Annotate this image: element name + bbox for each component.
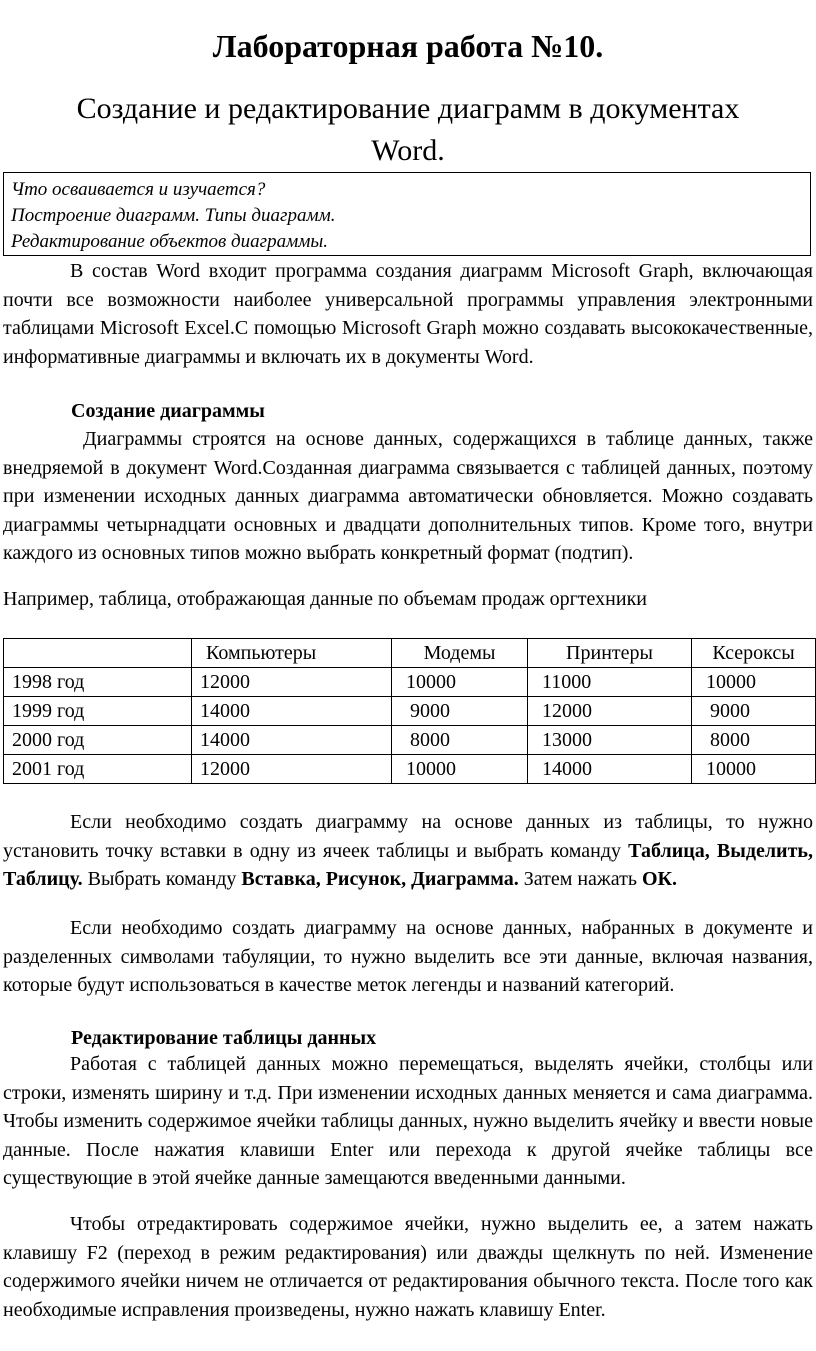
goals-item-1: Построение диаграмм. Типы диаграмм.	[11, 205, 336, 226]
table-header-row	[4, 639, 816, 668]
subtitle-line-2: Word.	[371, 134, 445, 167]
table-header-cell: Принтеры	[528, 639, 692, 668]
table-row	[4, 755, 816, 784]
table-header-cell: Ксероксы	[692, 639, 816, 668]
table-cell: 9000	[392, 697, 528, 726]
create-paragraph: Диаграммы строятся на основе данных, содержащихся в таблице данных, также внедряемой в документ Word.Созданная диаграмма связывается с таблицей данных, поэтому при изменении исходных данных диаграмма автоматически обновляется. Можно создавать диаграммы четырнадцати основных и двадцати дополнительных типов. Кроме того, внутри каждого из основных типов можно выбрать конкретный формат (подтип).	[3, 428, 813, 564]
table-cell: 14000	[192, 726, 392, 755]
table-cell: 11000	[528, 668, 692, 697]
cmd-table-select: Таблица, Выделить, Таблицу.	[3, 839, 813, 890]
cmd-text-1: Если необходимо создать диаграмму на основе данных из таблицы, то нужно установить точку вставки в одну из ячеек таблицы и выбрать команду	[3, 811, 813, 862]
table-cell: 1998 год	[4, 668, 192, 697]
table-cell: 2001 год	[4, 755, 192, 784]
table-cell: 13000	[528, 726, 692, 755]
table-row	[4, 726, 816, 755]
table-cell: 9000	[692, 697, 816, 726]
table-cell: 10000	[392, 755, 528, 784]
cmd-text-3: Затем нажать	[518, 868, 642, 890]
example-line: Например, таблица, отображающая данные по объемам продаж оргтехники	[3, 588, 647, 610]
table-cell: 12000	[528, 697, 692, 726]
table-header-cell: Модемы	[392, 639, 528, 668]
heading-create-chart: Создание диаграммы	[71, 400, 265, 422]
table-cell: 12000	[192, 755, 392, 784]
table-header-cell	[4, 639, 192, 668]
goals-box	[3, 172, 811, 256]
table-row	[4, 668, 816, 697]
subtitle-line-1: Создание и редактирование диаграмм в документах	[76, 92, 740, 125]
goals-item-2: Редактирование объектов диаграммы.	[11, 231, 328, 252]
table-cell: 14000	[528, 755, 692, 784]
lab-title: Лабораторная работа №10.	[212, 28, 604, 64]
table-cell: 8000	[692, 726, 816, 755]
table-cell: 1999 год	[4, 697, 192, 726]
heading-edit-table: Редактирование таблицы данных	[71, 1027, 377, 1049]
cmd-ok: ОК.	[641, 868, 678, 890]
table-cell: 10000	[392, 668, 528, 697]
sales-table	[3, 638, 816, 784]
lab-subtitle	[0, 88, 816, 172]
tab-data-paragraph: Если необходимо создать диаграмму на основе данных, набранных в документе и разделенных символами табуляции, то нужно выделить все эти данные, включая названия, которые будут использоваться в качестве меток легенды и названий категорий.	[3, 917, 813, 996]
table-cell: 2000 год	[4, 726, 192, 755]
intro-paragraph: В состав Word входит программа создания диаграмм Microsoft Graph, включающая почти все возможности наиболее универсальной программы управления электронными таблицами Microsoft Excel.С помощью Microsoft Graph можно создавать высококачественные, информативные диаграммы и включать их в документы Word.	[3, 260, 813, 368]
cmd-insert-chart: Вставка, Рисунок, Диаграмма.	[241, 868, 519, 890]
goals-question: Что осваивается и изучается?	[11, 179, 266, 200]
edit-paragraph: Работая с таблицей данных можно перемещаться, выделять ячейки, столбцы или строки, изменять ширину и т.д. При изменении исходных данных меняется и сама диаграмма. Чтобы изменить содержимое ячейки таблицы данных, нужно выделить ячейку и ввести новые данные. После нажатия клавиши Enter или перехода к другой ячейке таблицы все существующие в этой ячейке данные замещаются введенными данными.	[3, 1053, 813, 1189]
table-cell: 12000	[192, 668, 392, 697]
table-header-cell: Компьютеры	[192, 639, 392, 668]
table-cell: 14000	[192, 697, 392, 726]
table-cell: 10000	[692, 755, 816, 784]
insert-chart-paragraph	[3, 808, 813, 894]
table-cell: 10000	[692, 668, 816, 697]
table-row	[4, 697, 816, 726]
edit-cell-paragraph: Чтобы отредактировать содержимое ячейки, нужно выделить ее, а затем нажать клавишу F2 (переход в режим редактирования) или дважды щелкнуть по ней. Изменение содержимого ячейки ничем не отличается от редактирования обычного текста. После того как необходимые исправления произведены, нужно нажать клавишу Enter.	[3, 1213, 813, 1321]
cmd-text-2: Выбрать команду	[82, 868, 242, 890]
table-cell: 8000	[392, 726, 528, 755]
